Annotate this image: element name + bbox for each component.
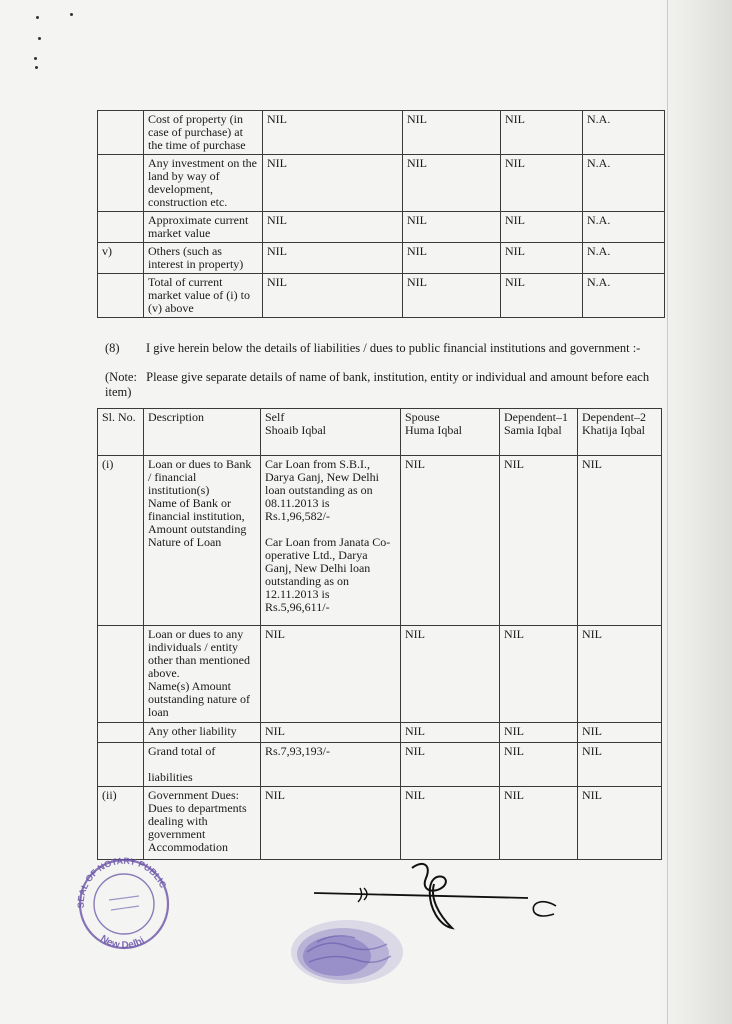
table-row (98, 456, 662, 626)
header-dependent-1 (500, 409, 578, 456)
cell-dependent-1: NIL (501, 155, 583, 212)
cell-dependent-1: NIL (501, 243, 583, 274)
header-self-label: Self (265, 410, 285, 424)
cell-self: Car Loan from S.B.I., Darya Ganj, New Delhi loan outstanding as on 08.11.2013 is Rs.1,96,582/- Car Loan from Janata Co-operative Ltd., Darya Ganj, New Delhi loan outstanding as on 12.11.2013 is Rs.5,96,611/- (261, 456, 401, 626)
cell-dependent-2: NIL (578, 626, 662, 723)
cell-dependent-2: NIL (578, 743, 662, 787)
cell-self: NIL (261, 723, 401, 743)
section-8-paragraph (105, 341, 665, 356)
cell-self: NIL (261, 787, 401, 860)
notary-seal (64, 852, 184, 952)
table-row (98, 787, 662, 860)
cell-sl-no (98, 274, 144, 318)
scan-speck (35, 66, 38, 69)
scan-edge-shadow (658, 0, 732, 1024)
header-spouse (401, 409, 500, 456)
header-dependent-1-label: Dependent–1 (504, 410, 568, 424)
svg-text:New Delhi (98, 933, 147, 951)
cell-description: Any investment on the land by way of development, construction etc. (144, 155, 263, 212)
header-dependent-2-name: Khatija Iqbal (582, 423, 645, 437)
cell-sl-no: (i) (98, 456, 144, 626)
cell-self: NIL (263, 111, 403, 155)
cell-dependent-1: NIL (501, 111, 583, 155)
cell-description: Others (such as interest in property) (144, 243, 263, 274)
cell-description: Approximate current market value (144, 212, 263, 243)
table-row (98, 111, 665, 155)
cell-description: Any other liability (144, 723, 261, 743)
table-row (98, 243, 665, 274)
header-self (261, 409, 401, 456)
cell-spouse: NIL (403, 111, 501, 155)
cell-spouse: NIL (403, 274, 501, 318)
signature-icon (312, 858, 558, 938)
seal-city: New Delhi (98, 933, 147, 952)
cell-dependent-2: N.A. (583, 212, 665, 243)
section-number: (8) (105, 341, 120, 355)
cell-dependent-1: NIL (501, 212, 583, 243)
cell-self: NIL (263, 243, 403, 274)
cell-self: NIL (263, 155, 403, 212)
cell-dependent-1: NIL (500, 723, 578, 743)
property-table (97, 110, 665, 318)
cell-dependent-1: NIL (500, 456, 578, 626)
cell-sl-no (98, 111, 144, 155)
cell-sl-no (98, 626, 144, 723)
scan-speck (34, 57, 37, 60)
cell-sl-no (98, 212, 144, 243)
cell-dependent-1: NIL (500, 626, 578, 723)
scan-edge-line (667, 0, 668, 1024)
table-row (98, 274, 665, 318)
cell-dependent-2: N.A. (583, 274, 665, 318)
header-row (98, 409, 662, 456)
cell-dependent-1: NIL (501, 274, 583, 318)
cell-spouse: NIL (403, 155, 501, 212)
header-self-name: Shoaib Iqbal (265, 423, 326, 437)
cell-dependent-2: NIL (578, 723, 662, 743)
table-row (98, 626, 662, 723)
seal-text: SEAL OF NOTARY PUBLIC (75, 855, 169, 909)
scan-speck (36, 16, 39, 19)
note-paragraph (105, 370, 665, 400)
cell-sl-no (98, 723, 144, 743)
cell-dependent-1: NIL (500, 787, 578, 860)
cell-dependent-2: N.A. (583, 155, 665, 212)
cell-description: Loan or dues to any individuals / entity other than mentioned above. Name(s) Amount outstanding nature of loan (144, 626, 261, 723)
cell-dependent-2: NIL (578, 456, 662, 626)
liabilities-table (97, 408, 662, 860)
cell-self: NIL (261, 626, 401, 723)
cell-sl-no: (ii) (98, 787, 144, 860)
table-row (98, 743, 662, 787)
cell-dependent-2: N.A. (583, 111, 665, 155)
note-lead: (Note: (105, 370, 137, 384)
header-dependent-2-label: Dependent–2 (582, 410, 646, 424)
cell-dependent-2: NIL (578, 787, 662, 860)
cell-self: NIL (263, 212, 403, 243)
cell-sl-no (98, 155, 144, 212)
cell-description: Grand total of liabilities (144, 743, 261, 787)
cell-dependent-2: N.A. (583, 243, 665, 274)
header-dependent-1-name: Samia Iqbal (504, 423, 562, 437)
cell-description: Total of current market value of (i) to (v) above (144, 274, 263, 318)
cell-spouse: NIL (401, 626, 500, 723)
header-description: Description (144, 409, 261, 456)
header-dependent-2 (578, 409, 662, 456)
cell-sl-no (98, 743, 144, 787)
header-spouse-label: Spouse (405, 410, 440, 424)
header-spouse-name: Huma Iqbal (405, 423, 462, 437)
header-sl-no: Sl. No. (98, 409, 144, 456)
table-row (98, 155, 665, 212)
note-text: Please give separate details of name of bank, institution, entity or individual and amount before each item) (105, 370, 650, 399)
cell-spouse: NIL (401, 456, 500, 626)
section-8-text: I give herein below the details of liabilities / dues to public financial institutions and government :- (146, 341, 641, 355)
cell-self: Rs.7,93,193/- (261, 743, 401, 787)
cell-self: NIL (263, 274, 403, 318)
cell-description: Cost of property (in case of purchase) at the time of purchase (144, 111, 263, 155)
cell-spouse: NIL (401, 723, 500, 743)
table-row (98, 723, 662, 743)
signature (312, 858, 558, 938)
notary-seal-icon (64, 852, 184, 952)
cell-description: Loan or dues to Bank / financial institution(s) Name of Bank or financial institution, Amount outstanding Nature of Loan (144, 456, 261, 626)
cell-dependent-1: NIL (500, 743, 578, 787)
cell-spouse: NIL (401, 743, 500, 787)
svg-text:SEAL OF NOTARY PUBLIC (76, 856, 169, 909)
cell-spouse: NIL (403, 212, 501, 243)
cell-spouse: NIL (403, 243, 501, 274)
table-row (98, 212, 665, 243)
scan-speck (70, 13, 73, 16)
cell-sl-no: v) (98, 243, 144, 274)
cell-spouse: NIL (401, 787, 500, 860)
scan-speck (38, 37, 41, 40)
cell-description: Government Dues: Dues to departments dealing with government Accommodation (144, 787, 261, 860)
